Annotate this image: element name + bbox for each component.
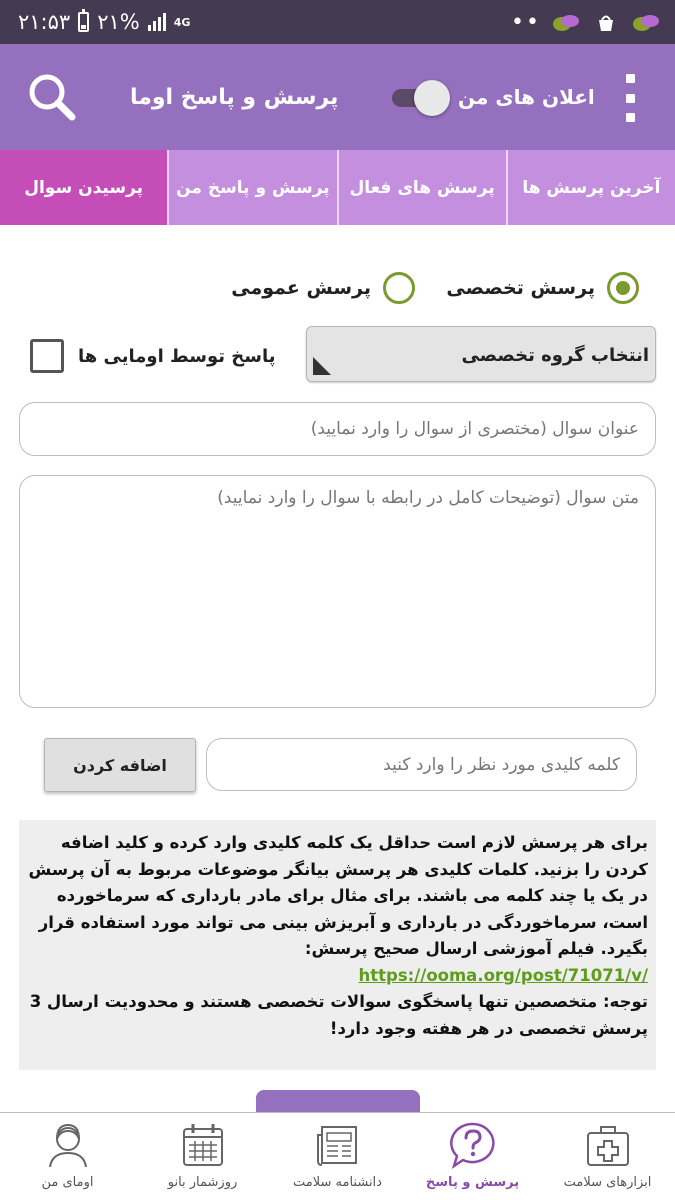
tab-active-questions[interactable]: پرسش های فعال — [339, 150, 508, 225]
radio-button-checked[interactable] — [607, 272, 639, 304]
keyword-help-box — [19, 820, 656, 1070]
specialist-group-select-label: انتخاب گروه تخصصی — [461, 344, 649, 366]
status-bar-system — [18, 0, 190, 44]
nav-encyclopedia-label: دانشنامه سلامت — [293, 1175, 382, 1190]
nav-my-ooma-label: اومای من — [41, 1175, 94, 1190]
app-leaf-icon — [551, 12, 581, 32]
battery-icon — [78, 12, 89, 32]
radio-general-label: پرسش عمومی — [231, 277, 371, 299]
notifications-toggle[interactable] — [392, 82, 452, 112]
nav-encyclopedia[interactable] — [270, 1113, 405, 1200]
tab-latest-questions[interactable]: آخرین پرسش ها — [522, 177, 661, 198]
specialist-group-select[interactable] — [306, 326, 656, 382]
keyword-input[interactable] — [206, 738, 637, 791]
nav-health-tools[interactable] — [540, 1113, 675, 1200]
status-bar — [0, 0, 675, 44]
bottom-navigation — [0, 1112, 675, 1200]
tab-my-qa[interactable]: پرسش و پاسخ من — [169, 150, 338, 225]
clock: ۲۱:۵۳ — [18, 10, 71, 34]
radio-button-unchecked[interactable] — [383, 272, 415, 304]
notifications-label: اعلان های من — [458, 85, 595, 109]
tab-bar — [0, 150, 675, 225]
medical-kit-icon — [584, 1121, 632, 1169]
nav-questions-answers-label: پرسش و پاسخ — [425, 1175, 520, 1190]
tab-ask-question[interactable]: پرسیدن سوال — [0, 150, 169, 225]
profile-icon — [44, 1121, 92, 1169]
search-icon[interactable] — [24, 70, 80, 126]
question-body-input[interactable] — [19, 475, 656, 708]
shopping-bag-icon — [591, 12, 621, 32]
answer-by-users-checkbox[interactable] — [30, 339, 64, 373]
network-type: 4G — [173, 15, 191, 29]
dropdown-arrow-icon — [313, 357, 331, 375]
answer-by-users-label: پاسخ توسط اومایی ها — [78, 345, 276, 367]
video-tutorial-link[interactable]: https://ooma.org/post/71071/v/ — [358, 965, 648, 985]
add-keyword-button[interactable]: اضافه کردن — [44, 738, 196, 792]
nav-calendar-label: روزشمار بانو — [167, 1175, 238, 1190]
nav-health-tools-label: ابزارهای سلامت — [563, 1175, 652, 1190]
radio-specialist-label: پرسش تخصصی — [446, 277, 595, 299]
overflow-menu-icon[interactable] — [616, 74, 644, 122]
nav-questions-answers[interactable] — [405, 1113, 540, 1200]
keyword-help-text: برای هر پرسش لازم است حداقل یک کلمه کلیدی وارد کرده و کلید اضافه کردن را بزنید. کلمات کلیدی هر پرسش بیانگر موضوعات مربوط به آن پرسش در یک یا چند کلمه می باشند. برای مثال برای مادر بارداری که سرماخورده است، سرماخوردگی در بارداری و آبریزش بینی می تواند مورد استفاده قرار بگیرد. فیلم آموزشی ارسال صحیح پرسش: https://ooma.org/post/71071/v/ — [28, 833, 648, 985]
battery-level: ۲۱% — [97, 10, 140, 34]
question-title-input[interactable] — [19, 402, 656, 456]
more-notifications-icon: •• — [511, 9, 541, 35]
question-bubble-icon — [449, 1121, 497, 1169]
radio-general-question[interactable] — [231, 268, 415, 308]
app-bar — [0, 44, 675, 150]
nav-my-ooma[interactable] — [0, 1113, 135, 1200]
app-leaf-icon-2 — [631, 12, 661, 32]
nav-calendar[interactable] — [135, 1113, 270, 1200]
page-title: پرسش و پاسخ اوما — [130, 84, 339, 110]
newspaper-icon — [314, 1121, 362, 1169]
radio-specialist-question[interactable] — [446, 268, 639, 308]
calendar-icon — [179, 1121, 227, 1169]
specialist-limit-note: توجه: متخصصین تنها پاسخگوی سوالات تخصصی هستند و محدودیت ارسال 3 پرسش تخصصی در هر هفته وجود دارد! — [29, 992, 648, 1038]
answer-by-users-checkbox-row[interactable] — [30, 336, 275, 376]
toggle-knob — [414, 80, 450, 116]
signal-icon — [148, 13, 166, 31]
video-tutorial-label: فیلم آموزشی ارسال صحیح پرسش: — [304, 939, 595, 958]
status-bar-notifications — [511, 0, 661, 44]
